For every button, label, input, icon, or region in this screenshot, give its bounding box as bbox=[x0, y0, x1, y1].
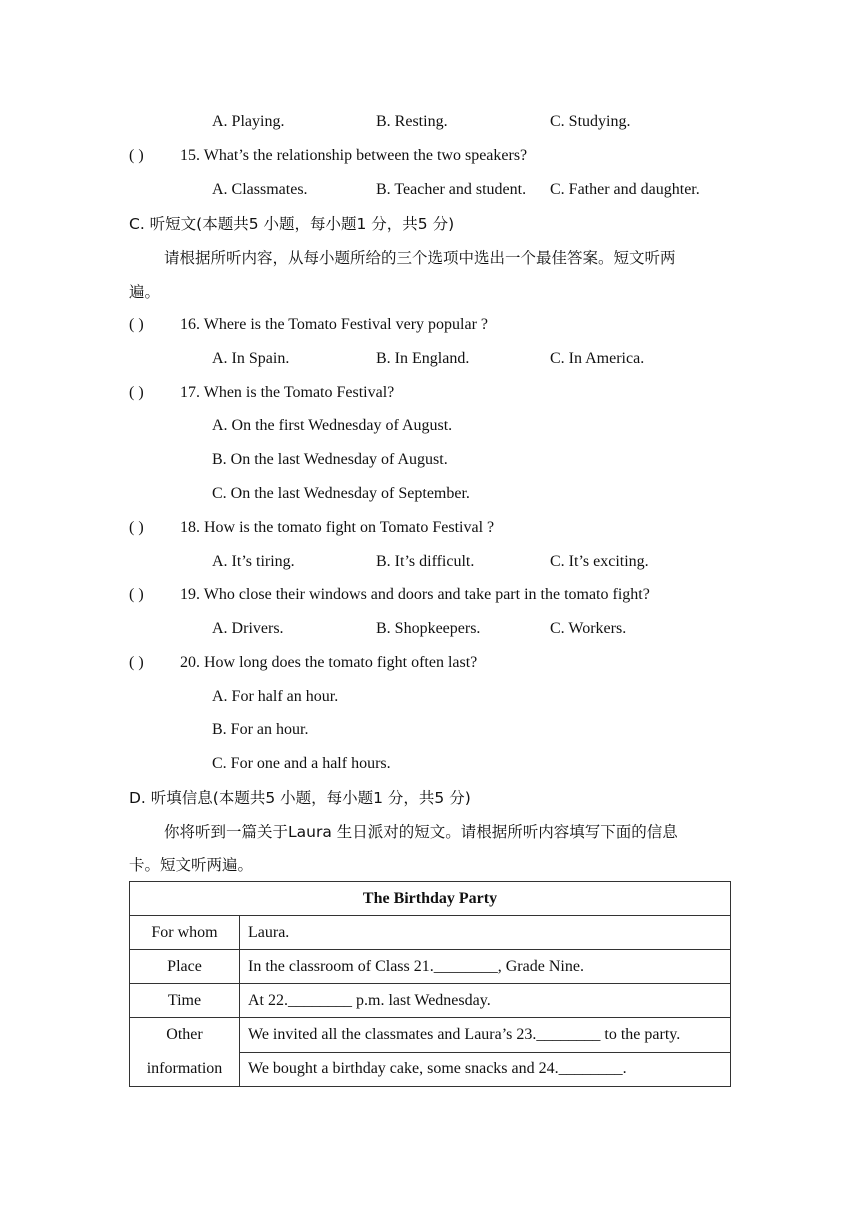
card-title-row bbox=[130, 882, 731, 916]
q20-option-c: C. For one and a half hours. bbox=[212, 755, 391, 772]
card-label-other-line2: information bbox=[146, 1060, 223, 1077]
card-label-other-information bbox=[130, 1018, 240, 1087]
q14-option-a: A. Playing. bbox=[212, 113, 285, 130]
card-row-for-whom bbox=[130, 916, 731, 950]
q20-stem: 20. How long does the tomato fight often last? bbox=[180, 654, 478, 671]
q16-option-c: C. In America. bbox=[550, 350, 645, 367]
q20-option-b: B. For an hour. bbox=[212, 721, 309, 738]
q15-option-c: C. Father and daughter. bbox=[550, 181, 700, 198]
q18-answer-blank: ( ) bbox=[129, 519, 144, 536]
q19-option-b: B. Shopkeepers. bbox=[376, 620, 481, 637]
q16-answer-blank: ( ) bbox=[129, 316, 144, 333]
q18-option-c: C. It’s exciting. bbox=[550, 553, 649, 570]
section-c-heading: C. 听短文(本题共5 小题，每小题1 分，共5 分) bbox=[129, 215, 455, 233]
q19-answer-blank: ( ) bbox=[129, 586, 144, 603]
card-value-for-whom: Laura. bbox=[240, 916, 731, 950]
q18-stem: 18. How is the tomato fight on Tomato Festival ? bbox=[180, 519, 495, 536]
q15-stem: 15. What’s the relationship between the two speakers? bbox=[180, 147, 528, 164]
card-label-for-whom: For whom bbox=[130, 916, 240, 950]
card-value-other-2: We bought a birthday cake, some snacks and 24.________. bbox=[240, 1052, 731, 1087]
q17-answer-blank: ( ) bbox=[129, 384, 144, 401]
q17-option-b: B. On the last Wednesday of August. bbox=[212, 451, 448, 468]
q16-option-a: A. In Spain. bbox=[212, 350, 290, 367]
q14-option-c: C. Studying. bbox=[550, 113, 631, 130]
q19-stem: 19. Who close their windows and doors and take part in the tomato fight? bbox=[180, 586, 650, 603]
section-d-heading: D. 听填信息(本题共5 小题，每小题1 分，共5 分) bbox=[129, 789, 471, 807]
q19-option-c: C. Workers. bbox=[550, 620, 627, 637]
section-d-instruction-1: 你将听到一篇关于Laura 生日派对的短文。请根据所听内容填写下面的信息 bbox=[164, 823, 678, 841]
card-label-time: Time bbox=[130, 984, 240, 1018]
card-row-time bbox=[130, 984, 731, 1018]
card-value-time: At 22.________ p.m. last Wednesday. bbox=[240, 984, 731, 1018]
q19-option-a: A. Drivers. bbox=[212, 620, 284, 637]
q14-option-b: B. Resting. bbox=[376, 113, 448, 130]
card-row-other-1 bbox=[130, 1018, 731, 1053]
card-label-other-line1: Other bbox=[166, 1026, 203, 1043]
q17-option-c: C. On the last Wednesday of September. bbox=[212, 485, 470, 502]
q16-option-b: B. In England. bbox=[376, 350, 470, 367]
q20-answer-blank: ( ) bbox=[129, 654, 144, 671]
q15-option-b: B. Teacher and student. bbox=[376, 181, 527, 198]
q15-answer-blank: ( ) bbox=[129, 147, 144, 164]
q18-option-b: B. It’s difficult. bbox=[376, 553, 475, 570]
q20-option-a: A. For half an hour. bbox=[212, 688, 339, 705]
q17-option-a: A. On the first Wednesday of August. bbox=[212, 417, 453, 434]
card-row-place bbox=[130, 950, 731, 984]
section-c-instruction-1: 请根据所听内容，从每小题所给的三个选项中选出一个最佳答案。短文听两 bbox=[164, 249, 676, 267]
q15-option-a: A. Classmates. bbox=[212, 181, 308, 198]
q18-option-a: A. It’s tiring. bbox=[212, 553, 295, 570]
section-d-instruction-2: 卡。短文听两遍。 bbox=[129, 856, 254, 874]
card-title: The Birthday Party bbox=[130, 882, 731, 916]
card-value-place: In the classroom of Class 21.________, Grade Nine. bbox=[240, 950, 731, 984]
section-c-instruction-2: 遍。 bbox=[129, 283, 161, 301]
card-value-other-1: We invited all the classmates and Laura’s 23.________ to the party. bbox=[240, 1018, 731, 1053]
q17-stem: 17. When is the Tomato Festival? bbox=[180, 384, 395, 401]
card-label-place: Place bbox=[130, 950, 240, 984]
q16-stem: 16. Where is the Tomato Festival very popular ? bbox=[180, 316, 488, 333]
birthday-party-info-card bbox=[129, 881, 731, 1087]
